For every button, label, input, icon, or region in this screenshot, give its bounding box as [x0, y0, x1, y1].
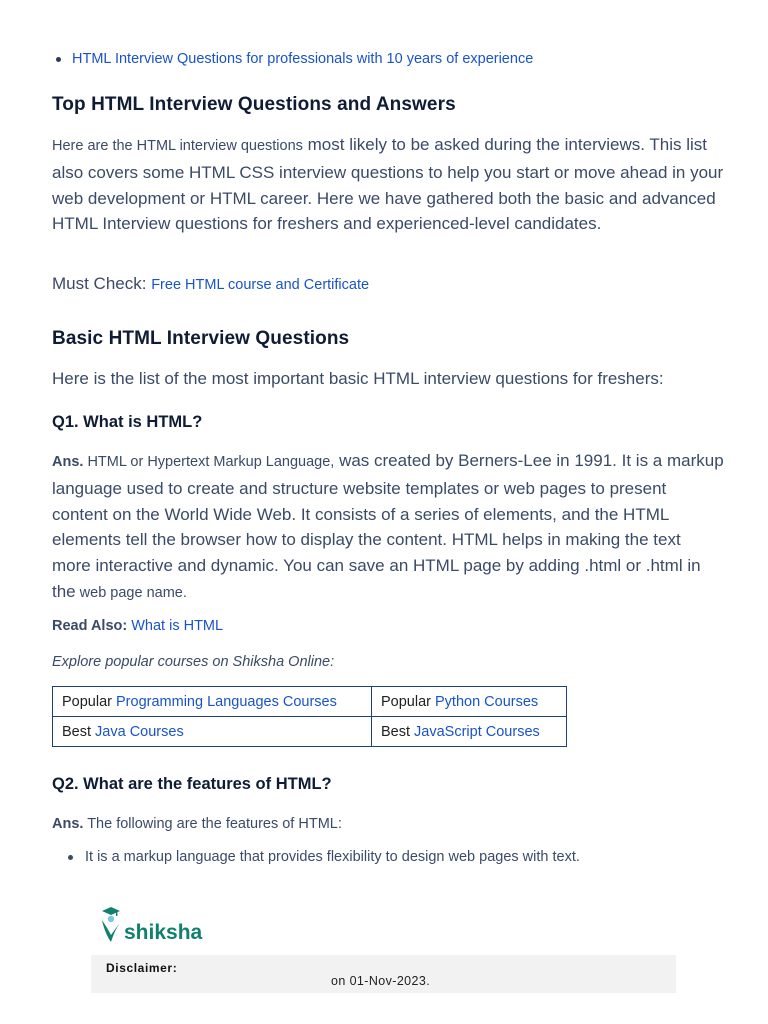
table-cell: Best Java Courses — [53, 717, 372, 747]
disclaimer-date: on 01-Nov-2023. — [331, 974, 431, 988]
course-link[interactable]: Python Courses — [435, 693, 539, 710]
list-item: It is a markup language that provides flexibility to design web pages with text. — [68, 848, 580, 866]
table-row — [53, 687, 567, 717]
features-list — [68, 848, 580, 866]
course-link[interactable]: Programming Languages Courses — [116, 693, 337, 710]
answer-paragraph: Ans. The following are the features of HTML: — [52, 816, 342, 832]
section-intro: Here is the list of the most important basic HTML interview questions for freshers: — [52, 369, 664, 388]
table-cell: Popular Python Courses — [372, 687, 567, 717]
answer-paragraph: Ans. HTML or Hypertext Markup Language, was created by Berners-Lee in 1991. It is a markup language used to create and structure website templates or web pages to present content on the World Wide Web. It consists of a series of elements, and the HTML elements tell the browser how to display the content. HTML helps in making the text more interactive and dynamic. You can save an HTML page by adding .html or .html in the web page name. — [52, 451, 724, 601]
table-cell: Popular Programming Languages Courses — [53, 687, 372, 717]
table-row — [53, 717, 567, 747]
course-link[interactable]: JavaScript Courses — [414, 723, 540, 740]
graduate-logo-icon — [100, 906, 122, 944]
question-heading: Q1. What is HTML? — [52, 413, 203, 431]
disclaimer-box — [91, 955, 676, 993]
section-heading: Basic HTML Interview Questions — [52, 328, 350, 349]
logo-text: shiksha — [124, 921, 203, 944]
read-also: Read Also: What is HTML — [52, 618, 224, 634]
course-link[interactable]: Free HTML course and Certificate — [151, 277, 370, 293]
related-link[interactable]: HTML Interview Questions for professionals with 10 years of experience — [72, 51, 534, 67]
table-cell: Best JavaScript Courses — [372, 717, 567, 747]
related-links-list — [56, 50, 533, 68]
shiksha-logo — [100, 906, 202, 944]
must-check: Must Check: Free HTML course and Certificate — [52, 274, 370, 293]
list-item — [56, 50, 533, 68]
section-heading: Top HTML Interview Questions and Answers — [52, 94, 456, 115]
explore-text: Explore popular courses on Shiksha Online: — [52, 654, 335, 670]
courses-table — [52, 686, 567, 747]
question-heading: Q2. What are the features of HTML? — [52, 775, 332, 793]
course-link[interactable]: Java Courses — [95, 723, 184, 740]
intro-paragraph: Here are the HTML interview questions most likely to be asked during the interviews. This list also covers some HTML CSS interview questions to help you start or move ahead in your web development or HTML career. Here we have gathered both the basic and advanced HTML Interview questions for freshers and experienced-level candidates. — [52, 135, 724, 234]
read-also-link[interactable]: What is HTML — [131, 618, 224, 634]
disclaimer-title: Disclaimer: — [106, 961, 178, 975]
